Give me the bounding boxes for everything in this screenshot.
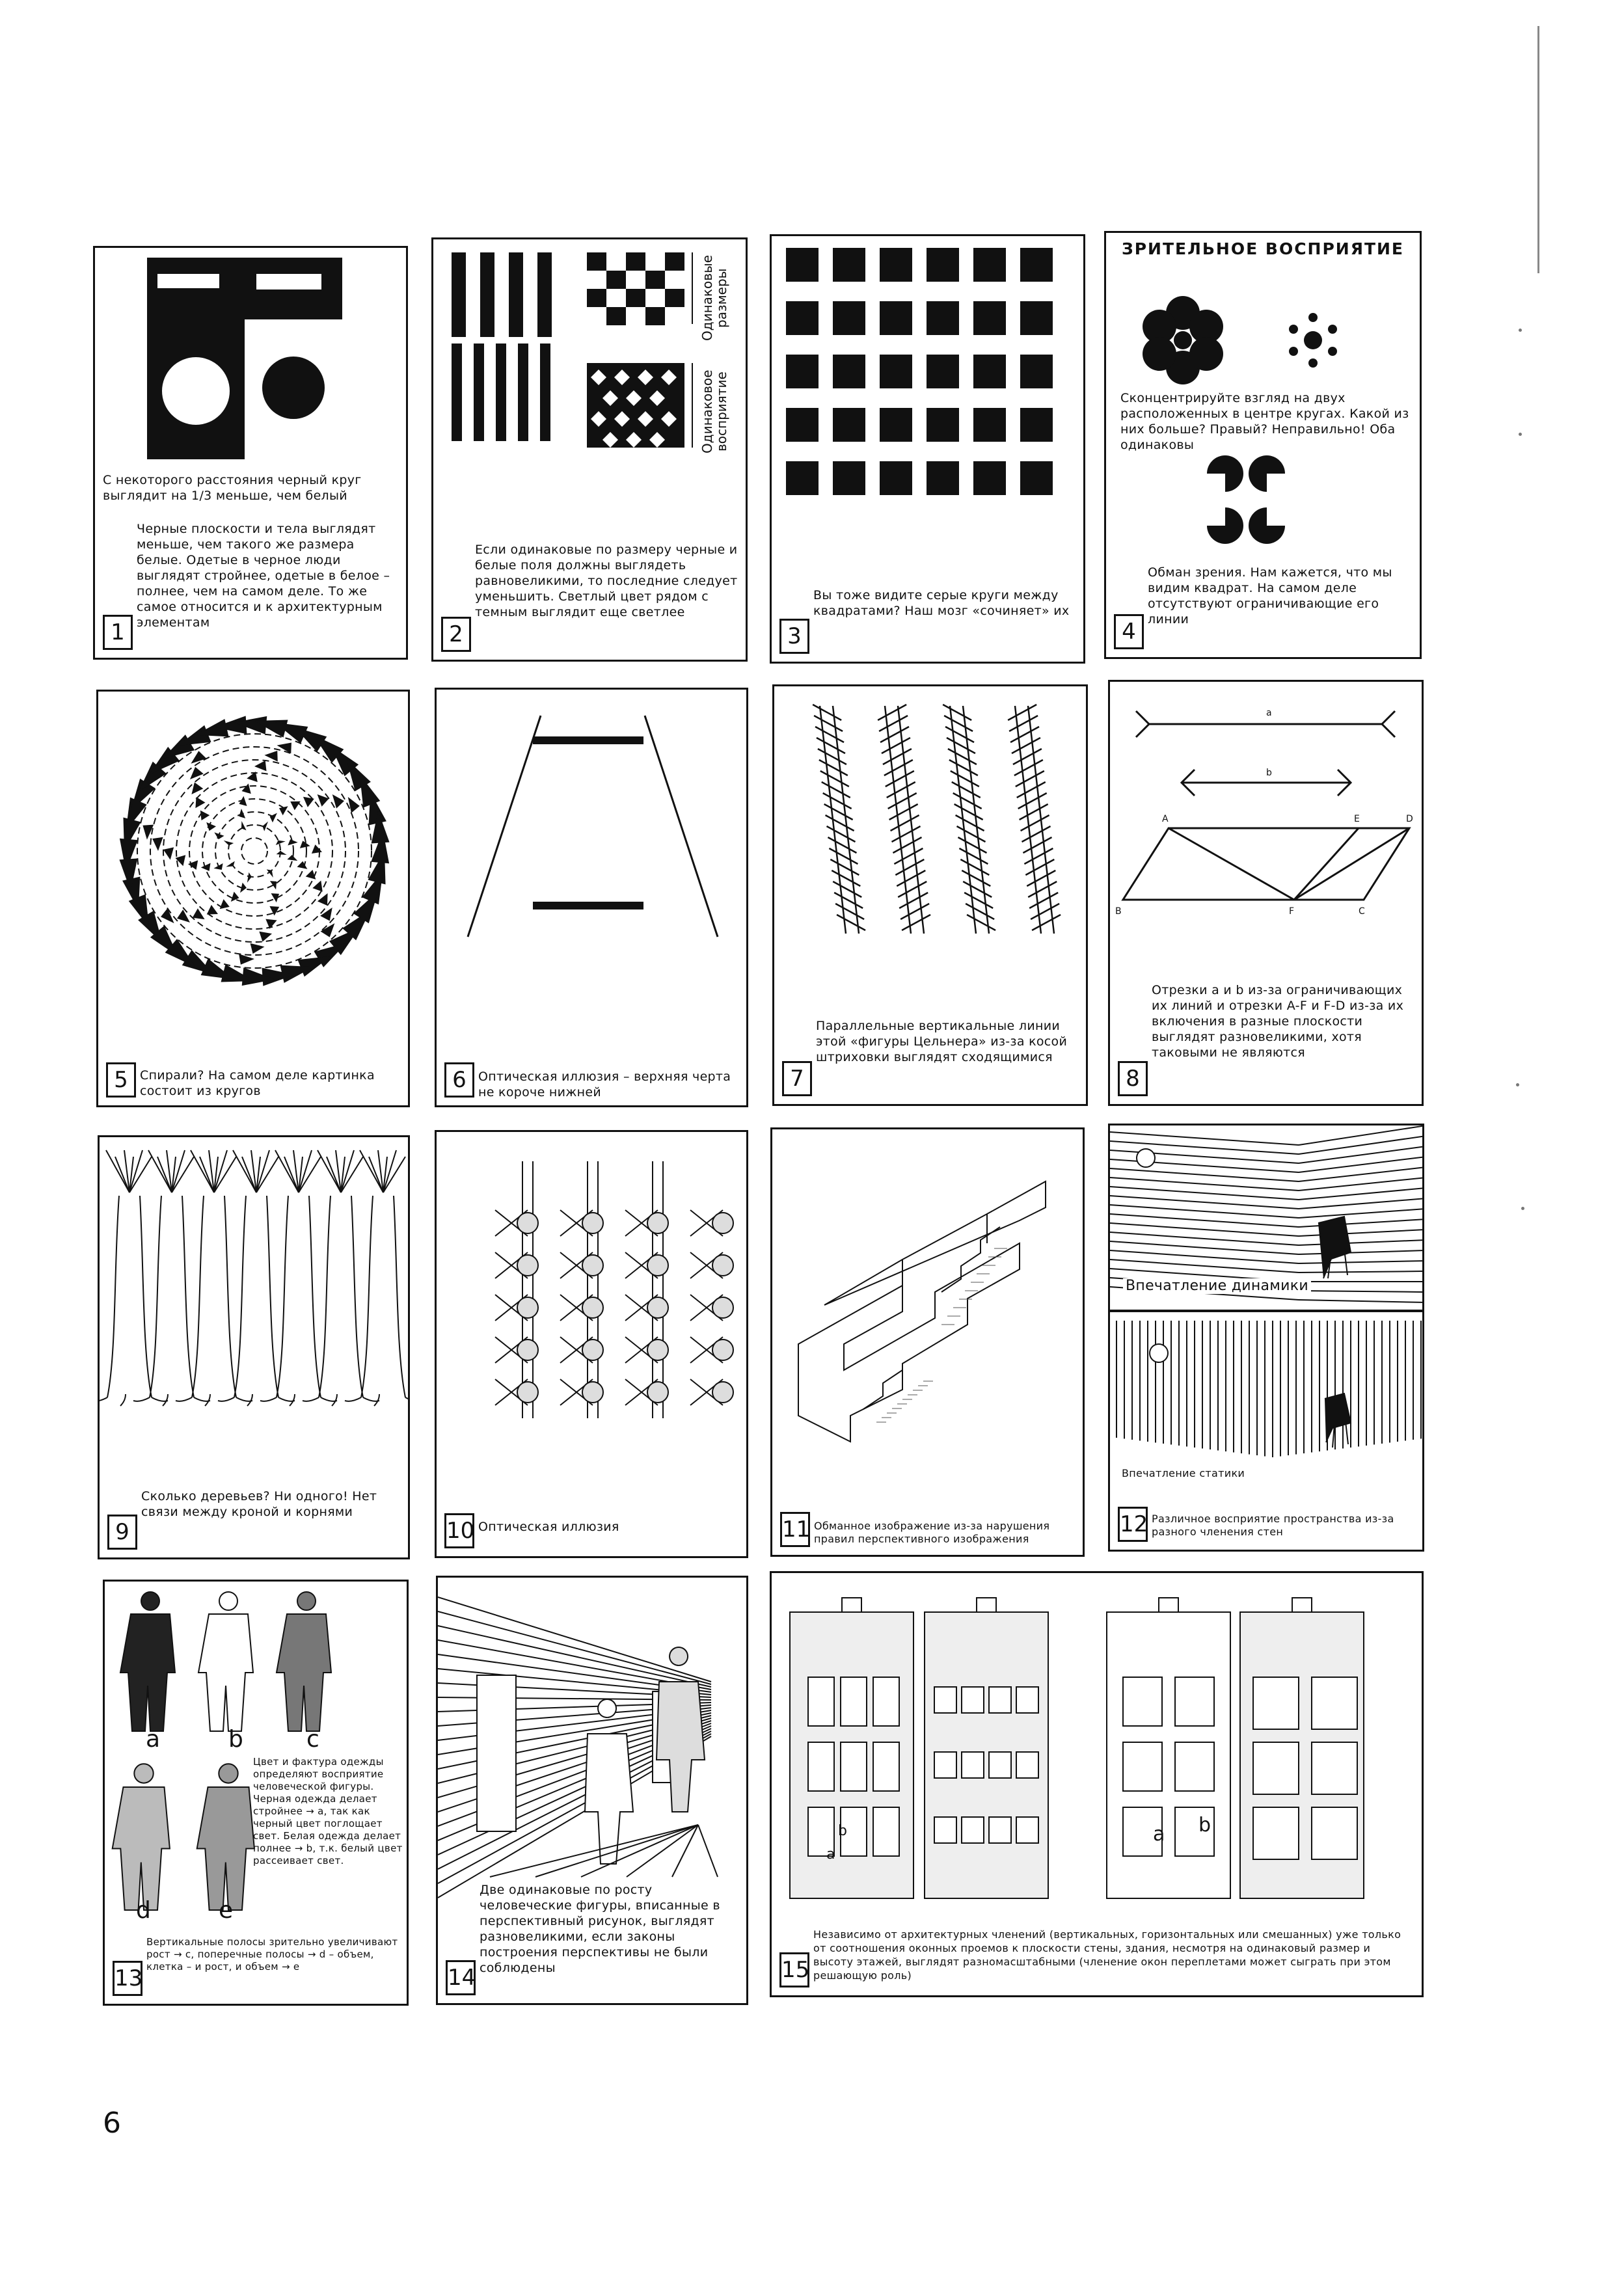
- margin-mark: [1516, 1083, 1519, 1086]
- page-number: 6: [103, 2107, 121, 2140]
- panel-12: [1108, 1124, 1424, 1552]
- facade-label-a-2: a: [1153, 1823, 1165, 1846]
- margin-mark: [1521, 1207, 1524, 1210]
- panel-10-number: 10: [444, 1513, 474, 1548]
- panel-8-number: 8: [1118, 1061, 1148, 1096]
- panel-4-caption-b: Обман зрения. Нам кажется, что мы видим квадрат. На самом деле отсутствуют ограничивающие его линии: [1148, 565, 1392, 626]
- panel-8-caption: Отрезки a и b из-за ограничивающих их линий и отрезки A-F и F-D из-за их включения в разные плоскости выглядят разновеликими, хотя таковыми не являются: [1152, 983, 1404, 1060]
- panel-6-number: 6: [444, 1062, 474, 1098]
- panel-5-number: 5: [106, 1062, 136, 1098]
- label-A: A: [1162, 814, 1169, 824]
- panel-2-caption: Если одинаковые по размеру черные и белые поля должны выглядеть равновеликими, то последние следует уменьшить. Светлый цвет рядом с темным выглядит еще светлее: [475, 543, 738, 619]
- panel-14-number: 14: [446, 1960, 476, 1995]
- label-e: e: [219, 1897, 234, 1924]
- label-a: a: [1266, 708, 1272, 718]
- panel-4: [1104, 231, 1422, 659]
- panel-3-number: 3: [779, 619, 809, 654]
- panel-1-caption-a: С некоторого расстояния черный круг выглядит на 1/3 меньше, чем белый: [103, 473, 362, 503]
- panel-3-caption: Вы тоже видите серые круги между квадратами? Наш мозг «сочиняет» их: [813, 588, 1070, 618]
- margin-mark: [1519, 329, 1522, 332]
- ponzo-illusion-figure: [437, 690, 748, 1107]
- panel-6: [435, 688, 748, 1107]
- panel-13-caption-a: Цвет и фактура одежды определяют восприятие человеческой фигуры. Черная одежда делает стройнее → a, так как черный цвет поглощает свет. Белая одежда делает полнее → b, т.к. белый цвет рассеивает свет.: [253, 1756, 403, 1866]
- impossible-lattice-figure: [437, 1132, 748, 1558]
- panel-14-caption: Две одинаковые по росту человеческие фигуры, вписанные в перспективный рисунок, выглядят разновеликими, если законы построения перспективы не были соблюдены: [480, 1883, 720, 1975]
- panel-12-caption: Различное восприятие пространства из-за разного членения стен: [1152, 1513, 1394, 1538]
- panel-2: [431, 237, 748, 662]
- label-D: D: [1406, 814, 1413, 824]
- panel-7-caption: Параллельные вертикальные линии этой «фигуры Цельнера» из-за косой штриховки выглядят сходящимися: [816, 1019, 1068, 1064]
- panel-11-number: 11: [780, 1512, 810, 1547]
- label-F: F: [1289, 906, 1295, 917]
- panel-7-number: 7: [782, 1061, 812, 1096]
- label-c: c: [306, 1726, 319, 1753]
- label-d: d: [136, 1897, 151, 1924]
- panel-9: [98, 1135, 410, 1559]
- panel-9-caption: Сколько деревьев? Ни одного! Нет связи между кроной и корнями: [141, 1489, 377, 1519]
- spiral-circles-figure: [98, 692, 410, 1107]
- panel-15: [770, 1571, 1424, 1997]
- panel-3: [770, 234, 1085, 664]
- panel-5-caption: Спирали? На самом деле картинка состоит из кругов: [140, 1068, 375, 1098]
- panel-4-caption-a: Сконцентрируйте взгляд на двух расположенных в центре кругах. Какой из них больше? Правый? Неправильно! Оба одинаковы: [1120, 391, 1409, 452]
- impossible-staircase-figure: [772, 1129, 1085, 1557]
- label-b: b: [228, 1726, 243, 1753]
- panel-13-number: 13: [113, 1961, 142, 1996]
- panel-15-caption: Независимо от архитектурных членений (вертикальных, горизонтальных или смешанных) уже только от соотношения оконных проемов к плоскости стены, здания, несмотря на одинаковый размер и высоту этажей, выглядят разномасштабными (членение окон переплетами может сыграть при этом решающую роль): [813, 1928, 1401, 1982]
- label-same-size: Одинаковые размеры: [699, 254, 729, 342]
- panel-12-number: 12: [1118, 1507, 1148, 1542]
- label-C: C: [1359, 906, 1365, 917]
- panel-2-number: 2: [441, 617, 471, 652]
- panel-13-caption-b: Вертикальные полосы зрительно увеличивают рост → c, поперечные полосы → d – объем, клетка – и рост, и объем → e: [146, 1936, 398, 1973]
- panel-9-number: 9: [107, 1515, 137, 1550]
- panel-8: [1108, 680, 1424, 1106]
- panel-1-caption-b: Черные плоскости и тела выглядят меньше, чем такого же размера белые. Одетые в черное люди выглядят стройнее, одетые в белое – полнее, чем на самом деле. То же самое относится и к архитектурным элементам: [137, 522, 390, 630]
- panel-13: [103, 1580, 409, 2006]
- margin-rule: [1537, 26, 1539, 273]
- facade-label-b-2: b: [1198, 1814, 1211, 1837]
- label-statics: Впечатление статики: [1119, 1466, 1247, 1481]
- panel-11: [770, 1127, 1085, 1557]
- panel-10: [435, 1130, 748, 1558]
- panel-4-number: 4: [1114, 614, 1144, 649]
- label-same-perception: Одинаковое восприятие: [699, 370, 729, 454]
- room-dynamics-statics-figure: [1110, 1125, 1424, 1552]
- panel-11-caption: Обманное изображение из-за нарушения правил перспективного изображения: [814, 1520, 1050, 1545]
- margin-mark: [1519, 433, 1522, 436]
- panel-14: [436, 1576, 748, 2005]
- facade-label-a-1: a: [826, 1846, 835, 1863]
- panel-7: [772, 684, 1088, 1106]
- panel-6-caption: Оптическая иллюзия – верхняя черта не короче нижней: [478, 1070, 731, 1099]
- label-E: E: [1354, 814, 1360, 824]
- panel-10-caption: Оптическая иллюзия: [478, 1520, 619, 1534]
- label-B: B: [1115, 906, 1122, 917]
- label-b: b: [1266, 768, 1272, 778]
- panel-1: [93, 246, 408, 660]
- panel-4-title: ЗРИТЕЛЬНОЕ ВОСПРИЯТИЕ: [1121, 239, 1405, 258]
- panel-5: [96, 690, 410, 1107]
- label-a: a: [146, 1726, 161, 1753]
- panel-15-number: 15: [779, 1952, 809, 1987]
- label-dynamics: Впечатление динамики: [1123, 1278, 1311, 1294]
- facade-label-b-1: b: [838, 1823, 847, 1839]
- panel-1-number: 1: [103, 615, 133, 650]
